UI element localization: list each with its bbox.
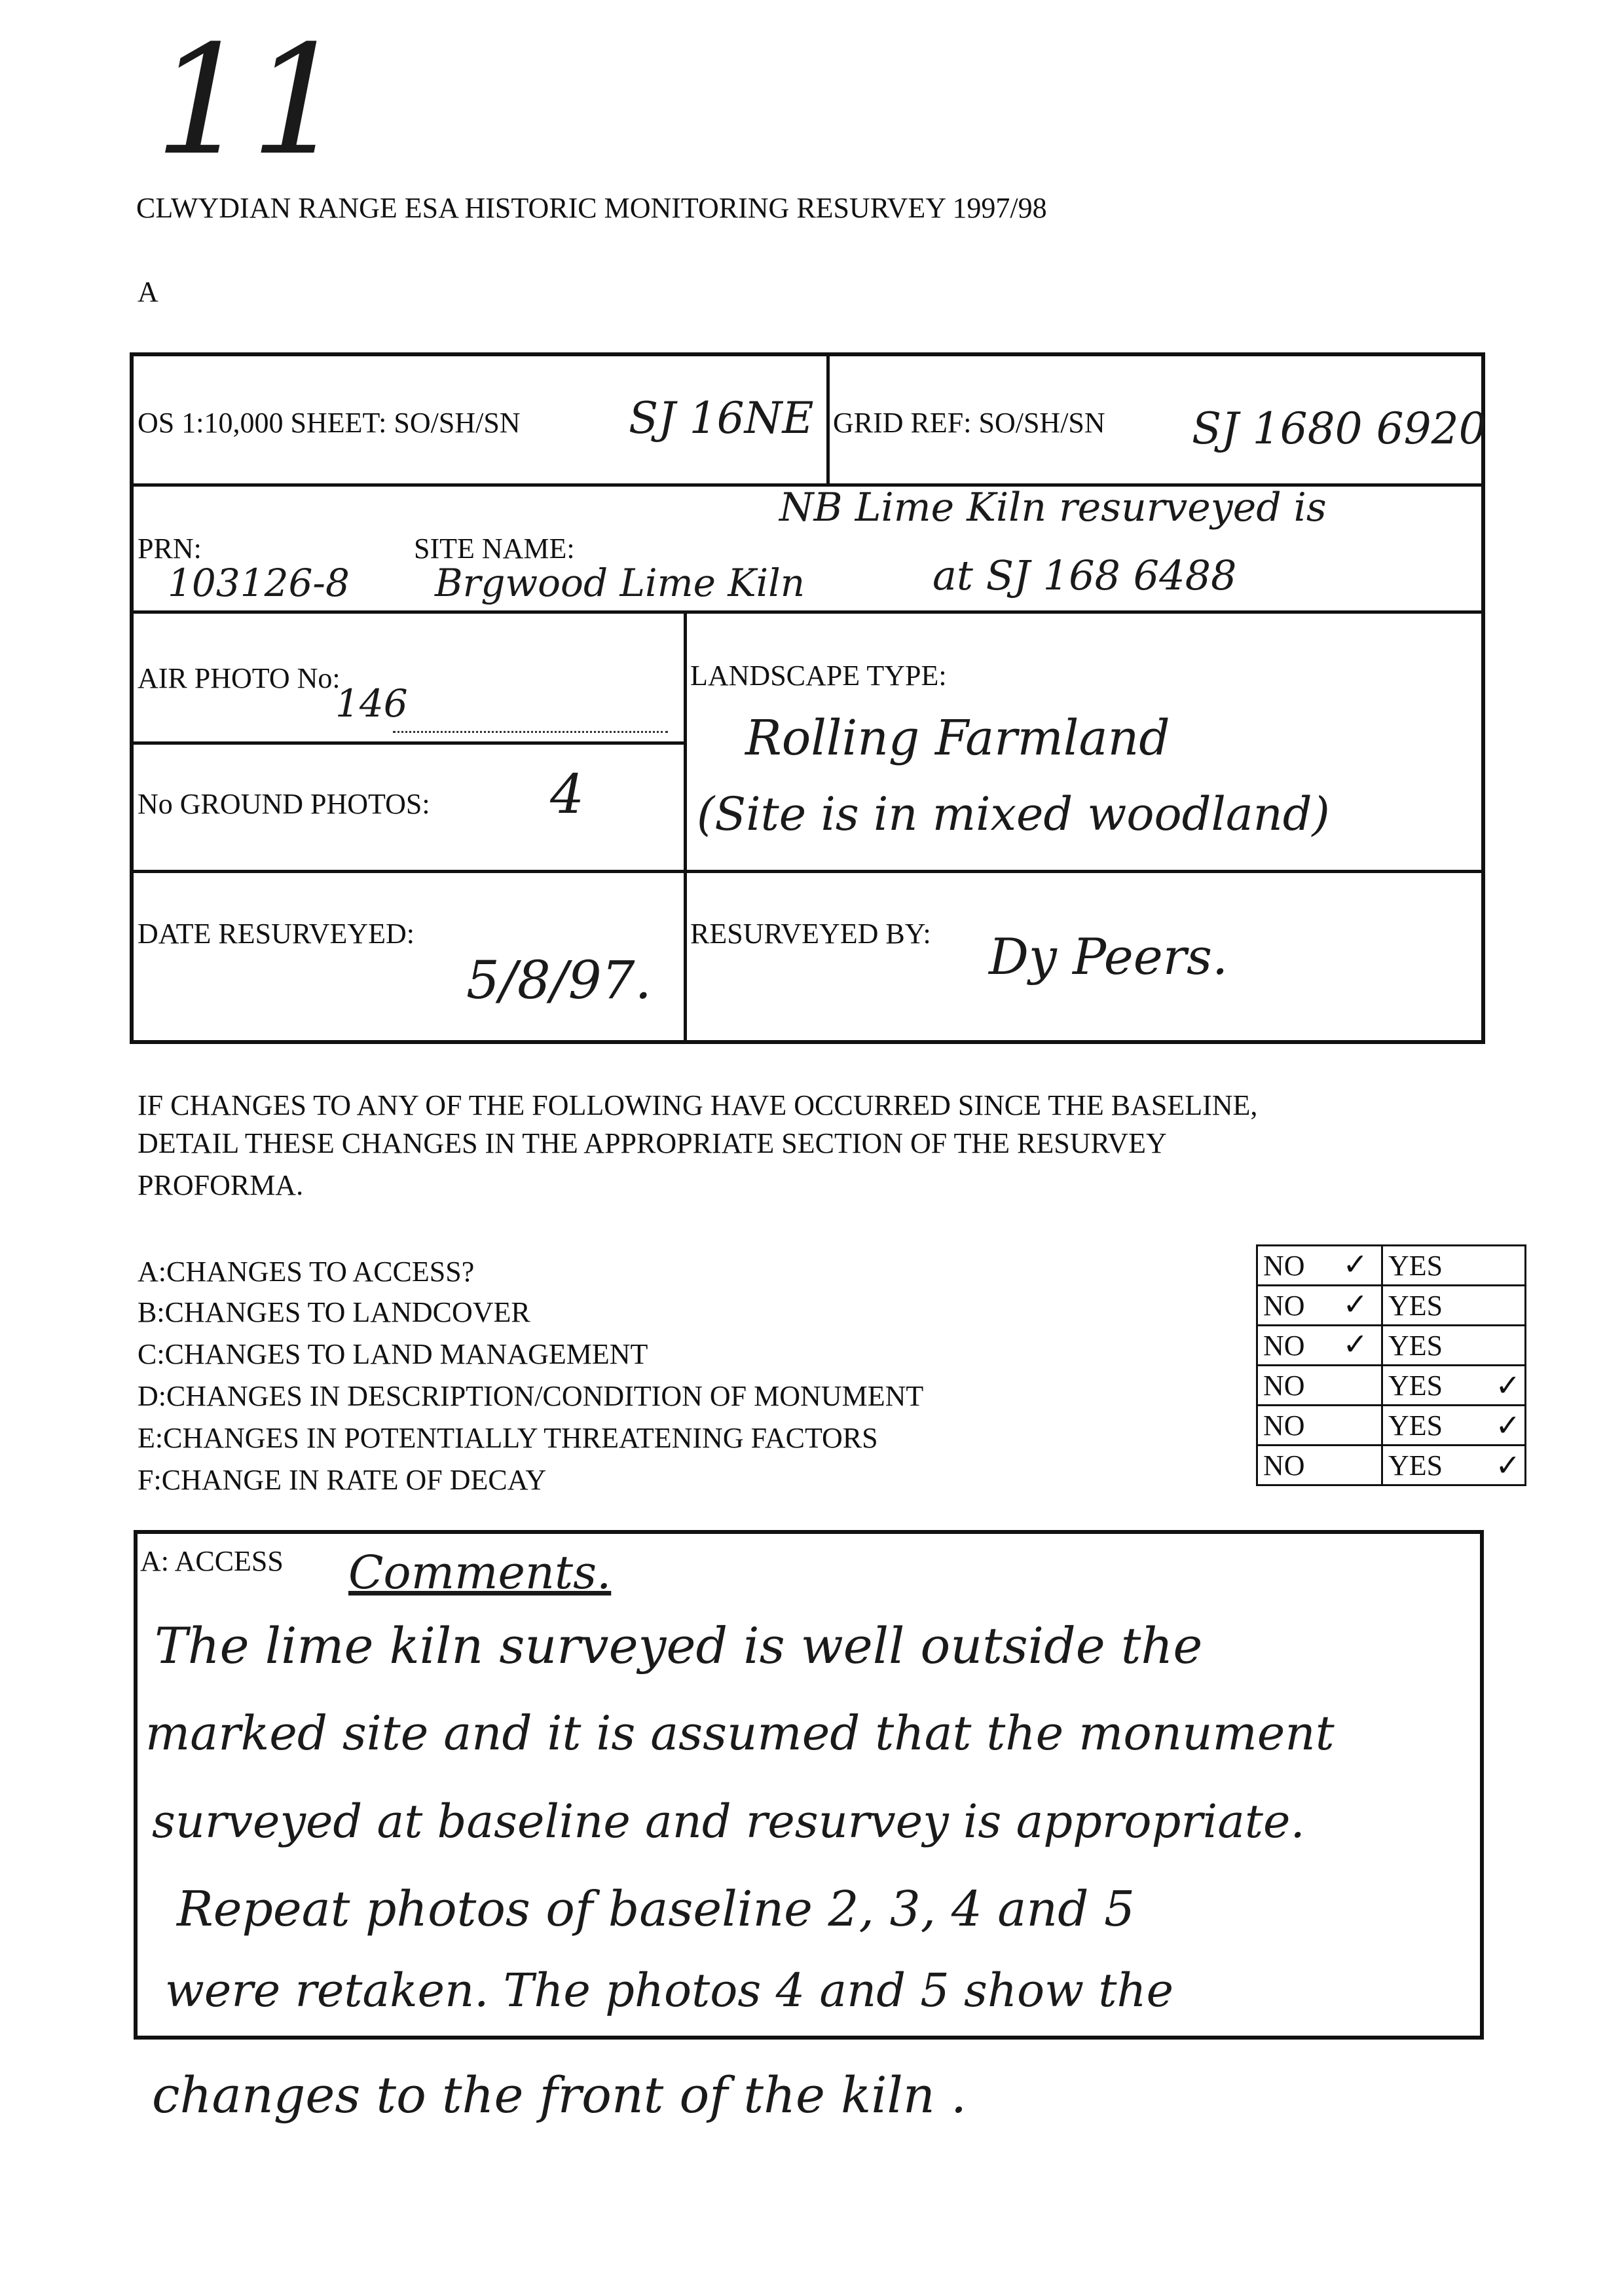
yes-text: YES (1388, 1329, 1443, 1362)
yes-cell-a[interactable] (1382, 1246, 1526, 1286)
instructions-line-1: IF CHANGES TO ANY OF THE FOLLOWING HAVE OCCURRED SINCE THE BASELINE, (138, 1089, 1258, 1121)
air-photo-value: 146 (335, 681, 408, 726)
air-photo-label: AIR PHOTO No: (138, 662, 341, 694)
instructions-line-2: DETAIL THESE CHANGES IN THE APPROPRIATE SECTION OF THE RESURVEY (138, 1127, 1167, 1159)
site-name-label: SITE NAME: (414, 532, 575, 565)
form-divider-2 (130, 610, 1485, 614)
tick-mark-icon: ✓ (1495, 1368, 1521, 1403)
no-cell-c[interactable] (1257, 1326, 1382, 1366)
site-name-value: Brgwood Lime Kiln (435, 561, 805, 605)
yes-text: YES (1388, 1249, 1443, 1282)
grid-ref-value: SJ 1680 6920 (1192, 403, 1486, 454)
no-cell-e[interactable] (1257, 1406, 1382, 1446)
change-question-e: E:CHANGES IN POTENTIALLY THREATENING FACTORS (138, 1422, 878, 1454)
form-divider-4 (130, 870, 1485, 873)
access-section-label: A: ACCESS (140, 1545, 284, 1577)
instructions-line-3: PROFORMA. (138, 1169, 304, 1201)
tick-mark-icon: ✓ (1495, 1408, 1521, 1443)
answer-row-d (1257, 1366, 1526, 1406)
change-question-b: B:CHANGES TO LANDCOVER (138, 1296, 530, 1328)
resurvey-location-note-2: at SJ 168 6488 (932, 551, 1237, 599)
change-question-a: A:CHANGES TO ACCESS? (138, 1256, 475, 1288)
answer-row-a (1257, 1246, 1526, 1286)
no-cell-b[interactable] (1257, 1286, 1382, 1326)
os-sheet-label: OS 1:10,000 SHEET: SO/SH/SN (138, 407, 521, 439)
tick-mark-icon: ✓ (1342, 1326, 1368, 1362)
comments-heading: Comments. (348, 1546, 612, 1599)
os-sheet-value: SJ 16NE (629, 393, 814, 443)
answer-row-b (1257, 1286, 1526, 1326)
no-cell-f[interactable] (1257, 1446, 1382, 1485)
resurveyed-by-signature: Dy Peers. (989, 927, 1228, 986)
ground-photos-value: 4 (550, 764, 585, 826)
change-question-d: D:CHANGES IN DESCRIPTION/CONDITION OF MONUMENT (138, 1380, 924, 1412)
form-divider-3 (130, 741, 686, 745)
form-column-divider-top (826, 352, 830, 485)
ground-photos-label: No GROUND PHOTOS: (138, 788, 430, 820)
tick-mark-icon: ✓ (1342, 1246, 1368, 1282)
answer-row-f (1257, 1446, 1526, 1485)
resurvey-location-note-1: NB Lime Kiln resurveyed is (779, 485, 1327, 531)
yes-cell-f[interactable] (1382, 1446, 1526, 1485)
change-question-f: F:CHANGE IN RATE OF DECAY (138, 1464, 547, 1496)
date-resurveyed-label: DATE RESURVEYED: (138, 918, 415, 950)
no-text: NO (1263, 1409, 1305, 1442)
no-text: NO (1263, 1329, 1305, 1362)
comment-line-4: Repeat photos of baseline 2, 3, 4 and 5 (177, 1881, 1135, 1937)
form-column-divider-bottom (684, 610, 687, 1044)
yes-cell-c[interactable] (1382, 1326, 1526, 1366)
yes-text: YES (1388, 1289, 1443, 1322)
no-text: NO (1263, 1249, 1305, 1282)
yes-text: YES (1388, 1449, 1443, 1482)
yes-cell-b[interactable] (1382, 1286, 1526, 1326)
section-letter: A (138, 276, 158, 308)
prn-value: 103126-8 (168, 561, 350, 605)
no-cell-a[interactable] (1257, 1246, 1382, 1286)
date-resurveyed-value: 5/8/97. (466, 950, 652, 1011)
air-photo-dotted-line (393, 731, 668, 733)
prn-label: PRN: (138, 532, 202, 565)
yes-cell-e[interactable] (1382, 1406, 1526, 1446)
no-text: NO (1263, 1289, 1305, 1322)
no-text: NO (1263, 1449, 1305, 1482)
handwritten-page-number: 11 (155, 14, 346, 189)
landscape-type-value-2: (Site is in mixed woodland) (697, 787, 1330, 841)
yes-text: YES (1388, 1409, 1443, 1442)
answer-row-e (1257, 1406, 1526, 1446)
comment-line-2: marked site and it is assumed that the monument (145, 1706, 1335, 1761)
no-cell-d[interactable] (1257, 1366, 1382, 1406)
landscape-type-value-1: Rolling Farmland (745, 710, 1170, 766)
grid-ref-label: GRID REF: SO/SH/SN (833, 407, 1105, 439)
yes-text: YES (1388, 1369, 1443, 1402)
changes-answer-grid (1256, 1244, 1526, 1486)
yes-cell-d[interactable] (1382, 1366, 1526, 1406)
comment-line-6: changes to the front of the kiln . (152, 2066, 967, 2124)
comment-line-1: The lime kiln surveyed is well outside the (155, 1616, 1203, 1675)
comment-line-5: were retaken. The photos 4 and 5 show the (165, 1964, 1173, 2017)
change-question-c: C:CHANGES TO LAND MANAGEMENT (138, 1338, 648, 1370)
comment-line-3: surveyed at baseline and resurvey is appropriate. (152, 1795, 1305, 1848)
form-title: CLWYDIAN RANGE ESA HISTORIC MONITORING RESURVEY 1997/98 (136, 192, 1047, 224)
landscape-type-label: LANDSCAPE TYPE: (690, 660, 947, 692)
tick-mark-icon: ✓ (1495, 1447, 1521, 1483)
no-text: NO (1263, 1369, 1305, 1402)
answer-row-c (1257, 1326, 1526, 1366)
resurveyed-by-label: RESURVEYED BY: (690, 918, 931, 950)
tick-mark-icon: ✓ (1342, 1286, 1368, 1322)
